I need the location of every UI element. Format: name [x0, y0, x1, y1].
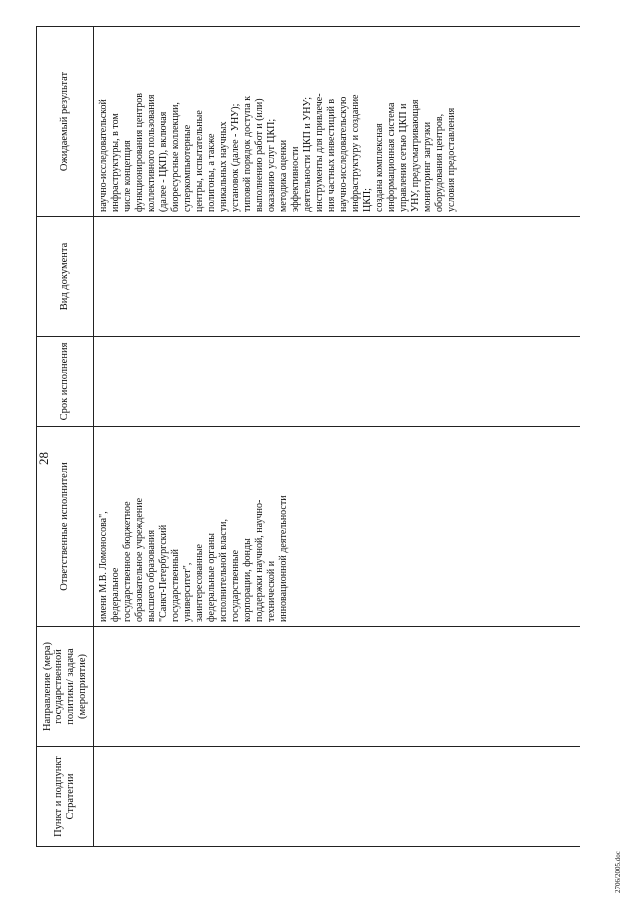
footer-doc-id: 2706/2005.doc — [614, 851, 622, 893]
col-header-direction: Направление (мера) государственной политики/ задача (мероприятие) — [37, 627, 94, 747]
col-header-result: Ожидаемый результат — [37, 27, 94, 217]
cell-executors: имени М.В. Ломоносова", федеральное государственное бюджетное образовательное учреждение высшего образования "Санкт-Петербургский государственный университет", заинтересованные федеральные органы исполнительной власти, государственные корпорации, фонды поддержки научной, научно- технической и инновационной деятельности — [94, 427, 581, 627]
cell-result: научно-исследовательской инфраструктуры, в том числе концепция функционирования центров коллективного пользования (далее - ЦКП), включая биоресурсные коллекции, суперкомпьютерные центры, испытательные полигоны, а также уникальных научных установок (далее - УНУ); типовой порядок доступа к выполнению работ и (или) оказанию услуг ЦКП; методика оценки эффективности деятельности ЦКП и УНУ; инструменты для привлече- ния частных инвестиций в научно-исследовательскую инфраструктуру и создание ЦКП; создана комплексная информационная система управления сетью ЦКП и УНУ, предусматривающая мониторинг загрузки оборудования центров, условия предоставления — [94, 27, 581, 217]
cell-point — [94, 747, 581, 847]
col-header-point: Пункт и подпункт Стратегии — [37, 747, 94, 847]
cell-doc-type — [94, 217, 581, 337]
page-number: 28 — [36, 452, 51, 465]
col-header-executors: Ответственные исполнители — [37, 427, 94, 627]
col-header-doc-type: Вид документа — [37, 217, 94, 337]
cell-direction — [94, 627, 581, 747]
table-header-row — [37, 27, 94, 847]
cell-term — [94, 337, 581, 427]
col-header-term: Срок исполнения — [37, 337, 94, 427]
table-row — [94, 27, 581, 847]
strategy-table — [36, 26, 580, 847]
